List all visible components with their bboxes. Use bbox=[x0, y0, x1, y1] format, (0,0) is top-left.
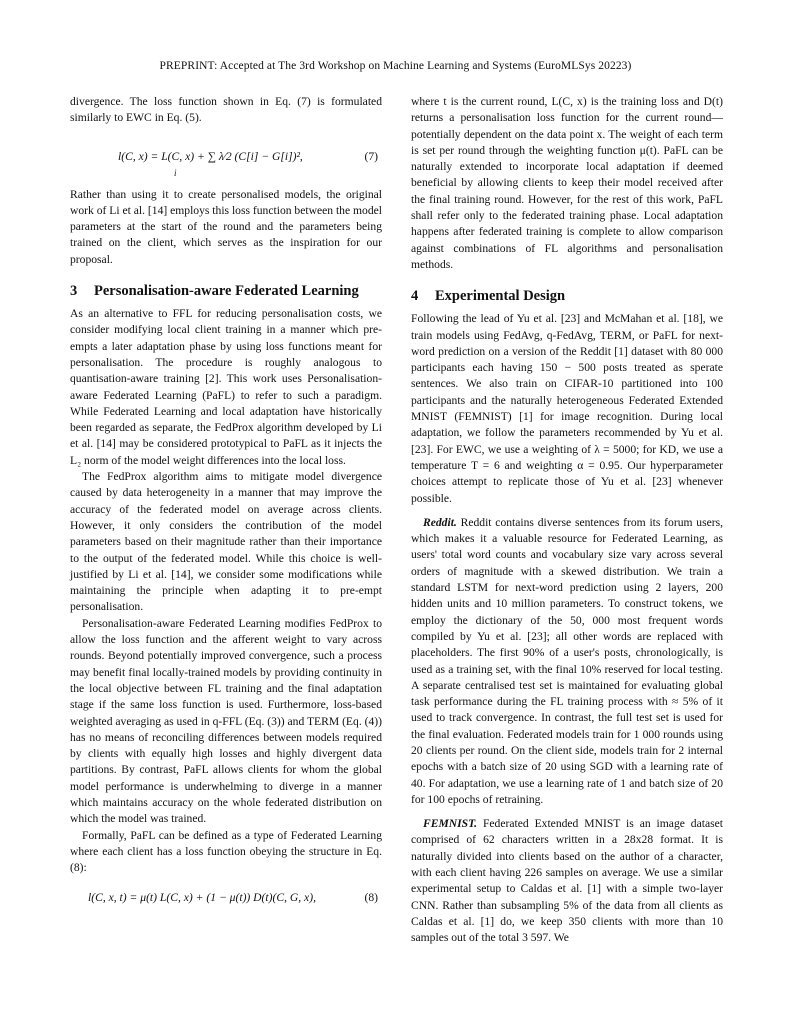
section-4-heading bbox=[411, 287, 723, 305]
equation-7-subscript: i bbox=[174, 167, 177, 178]
paragraph: Personalisation-aware Federated Learning modifies FedProx to allow the loss function and the afferent weight to vary across rounds. Beyond potentially improved convergence, such a process may benefit final locally-trained models by providing continuity in the local objective between FL training and the final adaptation stage if the same loss function is used. Furthermore, loss-based weighted averaging as used in q-FFL (Eq. (3)) and TERM (Eq. (4)) has no means of reconciling differences between models required by clients with equally high losses and highly divergent data partitions. By contrast, PaFL allows clients for whom the global model performance is underwhelming to diverge in a manner which maintains accuracy on the whole federated distribution on which the model was trained. bbox=[70, 616, 382, 826]
paragraph-body: Reddit contains diverse sentences from its forum users, which makes it a valuable resource for Federated Learning, as users' total word counts and vocabulary size vary across several orders of magnitude with a skewed distribution. We train a standard LSTM for next-word prediction using 2 layers, 200 hidden units and 10 million parameters. To construct tokens, we employ the dictionary of the 50, 000 most frequent words compiled by Yu et al. [23]; all other words are replaced with placeholders. The first 90% of a user's posts, chronologically, is used as a training set, with the final 10% reserved for local testing. A separate centralised test set is maintained for evaluating global task performance during the FL training process with ≈ 5% of it used to track convergence. In contrast, the full test set is used for the final evaluation. Federated models train for 1 000 rounds using 20 clients per round. On the client side, models train for 2 internal epochs with a batch size of 20 using SGD with a learning rate of 40. For adaptation, we use a learning rate of 1 and batch size of 20 for 100 epochs of retraining. bbox=[411, 515, 723, 806]
paragraph: The FedProx algorithm aims to mitigate model divergence caused by data heterogeneity in a manner that may improve the accuracy of the federated model on average across clients. However, it only considers the contribution of the model parameters based on their magnitude rather than their importance to the output of the federated model. While this choice is well-justified by Li et al. [14], we consider some modifications while maintaining the principle when adapting it to pre-empt personalisation. bbox=[70, 470, 382, 614]
paragraph-heading: Reddit. bbox=[423, 515, 457, 529]
paragraph-reddit bbox=[411, 515, 723, 808]
paragraph-heading: FEMNIST. bbox=[423, 817, 478, 831]
equation-8-expression: l(C, x, t) = μ(t) L(C, x) + (1 − μ(t)) D(t)(C, G, x), bbox=[88, 891, 316, 905]
section-number: 3 bbox=[70, 283, 78, 300]
section-number: 4 bbox=[411, 288, 419, 305]
paragraph-femnist bbox=[411, 816, 723, 946]
paragraph: Formally, PaFL can be defined as a type of Federated Learning where each client has a loss function obeying the structure in Eq. (8): bbox=[70, 828, 382, 875]
equation-7-expression: l(C, x) = L(C, x) + ∑ λ⁄2 (C[i] − G[i])², bbox=[118, 149, 303, 163]
paragraph: where t is the current round, L(C, x) is the training loss and D(t) returns a personalisation loss function for the current round—potentially dependent on the data point x. The weight of each term is set per round through the weighting function μ(t). PaFL can be naturally extended to incorporate local adaptation if deemed beneficial by allowing clients to keep their model received after the final training round. However, for the rest of this work, PaFL shall refer only to the federated training phase. Local adaptation happens after federated training is complete to allow comparison against combinations of FL algorithms and personalisation methods. bbox=[411, 95, 723, 271]
equation-8 bbox=[70, 886, 382, 910]
equation-8-number: (8) bbox=[364, 891, 378, 905]
equation-7-number: (7) bbox=[364, 149, 378, 163]
paragraph: Following the lead of Yu et al. [23] and McMahan et al. [18], we train models using FedAvg, q-FedAvg, TERM, or PaFL for next-word prediction on a version of the Reddit [1] dataset with 80 000 participants each having 150 − 500 posts treated as sperate sentences. We also train on CIFAR-10 partitioned into 100 participants and the naturally heterogeneous Federated Extended MNIST (FEMNIST) [1] for image recognition. During local adaptation, we follow the parameters recommended by Yu et al. [23]. For EWC, we use a weighting of λ = 5000; for KD, we use a temperature T = 6 and weighting α = 0.95. Our hyperparameter choices attempt to replicate those of Yu et al. [23] whenever possible. bbox=[411, 312, 723, 505]
paragraph: divergence. The loss function shown in Eq. (7) is formulated similarly to EWC in Eq. (5). bbox=[70, 95, 382, 125]
paragraph: As an alternative to FFL for reducing personalisation costs, we consider modifying local client training in a manner which pre-empts a later adaptation phase by using loss functions meant for personalisation. The procedure is roughly analogous to quantisation-aware training [2]. This work uses Personalisation-aware Federated Learning (PaFL) to refer to such a paradigm. While Federated Learning and local adaptation have historically been regarded as separate, the FedProx algorithm developed by Li et al. [14] may be considered prototypical to PaFL as it injects the L₂ norm of the model weight differences into the local loss. bbox=[70, 307, 382, 467]
section-title: Personalisation-aware Federated Learning bbox=[94, 283, 359, 300]
equation-7 bbox=[70, 137, 382, 177]
running-header: PREPRINT: Accepted at The 3rd Workshop on Machine Learning and Systems (EuroMLSys 20223) bbox=[159, 60, 632, 72]
paragraph-body: Federated Extended MNIST is an image dataset comprised of 62 characters written in a 28x28 format. It is naturally divided into clients based on the author of a character, with each client having 226 samples on average. We use a similar experimental setup to Caldas et al. [1] with a simple two-layer CNN. Rather than subsampling 5% of the data from all clients as Caldas et al. [1] do, we keep 350 clients with more than 10 samples out of the total 3 597. We bbox=[411, 817, 723, 945]
right-column bbox=[411, 94, 723, 947]
paragraph: Rather than using it to create personalised models, the original work of Li et al. [14] employs this loss function between the model parameters at the start of the round and the parameters being trained on the client, which serves as the inspiration for our proposal. bbox=[70, 187, 383, 266]
left-column bbox=[70, 94, 382, 920]
section-title: Experimental Design bbox=[435, 288, 566, 305]
section-3-heading bbox=[70, 282, 382, 300]
